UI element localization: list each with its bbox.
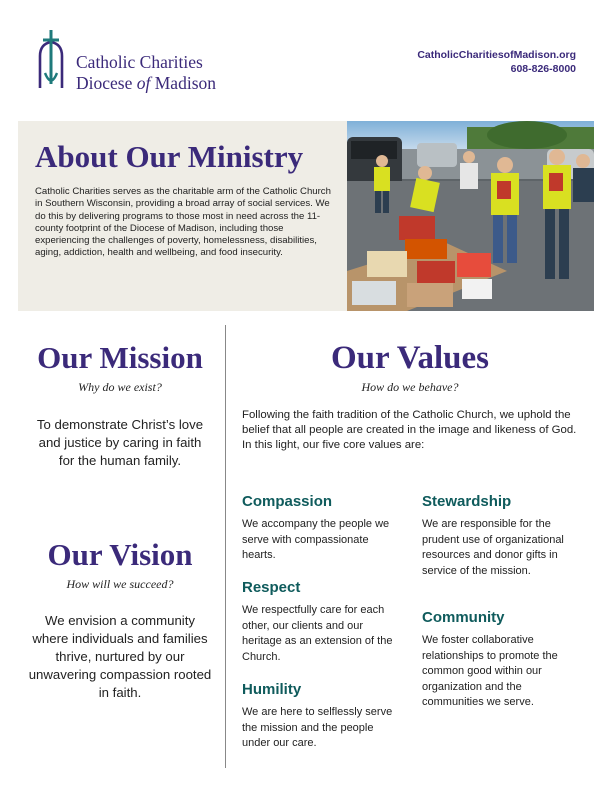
about-section — [18, 121, 347, 311]
mission-body: To demonstrate Christ’s love and justice by caring in faith for the human family. — [36, 417, 204, 468]
column-divider — [225, 325, 226, 768]
value-title: Stewardship — [422, 493, 512, 510]
mission-subtitle: Why do we exist? — [78, 380, 162, 394]
contact-info — [417, 48, 576, 76]
about-body: Catholic Charities serves as the charitable arm of the Catholic Church in Southern Wisconsin, providing a broad array of social services. We do this by delivering programs to those most in need across the 11-county footprint of the Diocese of Madison, including those experiencing the challenges of poverty, homelessness, disabilities, aging, addiction, health and wellbeing, and food insecurity. — [35, 186, 331, 259]
value-body: We foster collaborative relationships to promote the common good within our organization and the communities we serve. — [422, 634, 558, 709]
org-name — [76, 52, 216, 94]
vision-title: Our Vision — [47, 537, 193, 572]
value-title: Respect — [242, 579, 301, 596]
value-title: Community — [422, 609, 505, 626]
value-title: Humility — [242, 681, 302, 698]
values-intro: Following the faith tradition of the Catholic Church, we uphold the belief that all people are created in the image and likeness of God. In this light, our five core values are: — [242, 409, 577, 451]
value-body: We accompany the people we serve with compassionate hearts. — [242, 518, 390, 562]
mission-title: Our Mission — [37, 340, 203, 375]
org-name-line2: Diocese of Madison — [76, 73, 216, 93]
value-body: We are here to selflessly serve the mission and the people under our care. — [242, 706, 393, 750]
vision-body: We envision a community where individuals and families thrive, nurtured by our unwavering compassion rooted in faith. — [28, 613, 212, 700]
values-subtitle: How do we behave? — [361, 380, 459, 394]
value-body: We respectfully care for each other, our clients and our heritage as an extension of the Church. — [242, 604, 393, 663]
value-title: Compassion — [242, 493, 333, 510]
cross-arch-logo-icon — [34, 28, 74, 94]
website-link[interactable]: CatholicCharitiesofMadison.org — [417, 49, 576, 61]
about-title: About Our Ministry — [35, 139, 304, 174]
values-title: Our Values — [330, 340, 490, 376]
value-body: We are responsible for the prudent use of organizational resources and donor gifts in service of the mission. — [422, 518, 564, 577]
org-logo — [34, 28, 234, 98]
org-name-line1: Catholic Charities — [76, 52, 203, 72]
vision-subtitle: How will we succeed? — [66, 577, 174, 591]
phone-number: 608-826-8000 — [510, 63, 576, 75]
volunteers-photo — [347, 121, 594, 311]
